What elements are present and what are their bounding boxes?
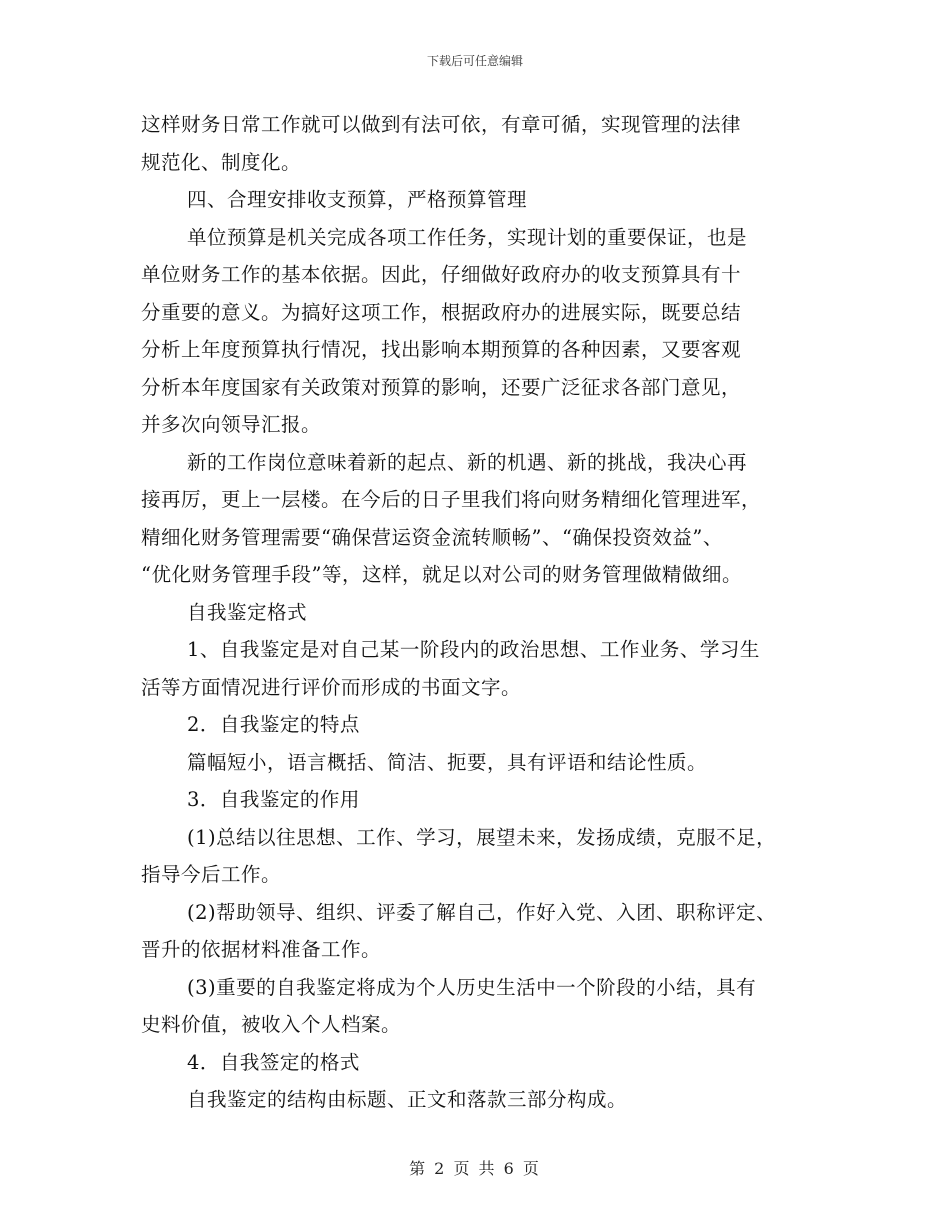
- section-heading: 自我鉴定格式: [187, 600, 308, 624]
- text-line: 分析上年度预算执行情况，找出影响本期预算的各种因素，又要客观: [141, 338, 742, 361]
- text-line: (3)重要的自我鉴定将成为个人历史生活中一个阶段的小结，具有: [187, 975, 757, 999]
- text-line: 精细化财务管理需要“确保营运资金流转顺畅”、“确保投资效益”、: [141, 525, 723, 549]
- text-line: 自我鉴定的结构由标题、正文和落款三部分构成。: [187, 1088, 628, 1111]
- page-number: 第 2 页 共 6 页: [409, 1159, 541, 1178]
- text-line: 分重要的意义。为搞好这项工作，根据政府办的进展实际，既要总结: [141, 300, 742, 324]
- text-line: 活等方面情况进行评价而形成的书面文字。: [141, 675, 522, 699]
- text-line: 晋升的依据材料准备工作。: [141, 938, 382, 961]
- text-line: “优化财务管理手段”等，这样，就足以对公司的财务管理做精做细。: [141, 563, 742, 586]
- text-line: 规范化、制度化。: [141, 150, 302, 174]
- text-line: 这样财务日常工作就可以做到有法可依，有章可循，实现管理的法律: [141, 113, 742, 136]
- text-line: 接再厉，更上一层楼。在今后的日子里我们将向财务精细化管理进军，: [141, 488, 762, 511]
- text-line: 指导今后工作。: [141, 863, 282, 886]
- section-heading: 2．自我鉴定的特点: [187, 713, 360, 736]
- text-line: 1、自我鉴定是对自己某一阶段内的政治思想、工作业务、学习生: [187, 638, 760, 661]
- section-heading: 四、合理安排收支预算，严格预算管理: [187, 188, 528, 211]
- text-line: 分析本年度国家有关政策对预算的影响，还要广泛征求各部门意见，: [141, 375, 742, 399]
- page-header: 下载后可任意编辑: [426, 54, 523, 68]
- section-heading: 3．自我鉴定的作用: [187, 788, 360, 811]
- text-line: 单位财务工作的基本依据。因此，仔细做好政府办的收支预算具有十: [141, 263, 742, 286]
- document-body: [141, 106, 821, 1119]
- text-line: 篇幅短小，语言概括、简洁、扼要，具有评语和结论性质。: [187, 750, 708, 774]
- text-line: (2)帮助领导、组织、评委了解自己，作好入党、入团、职称评定、: [187, 900, 777, 924]
- text-line: 并多次向领导汇报。: [141, 413, 322, 436]
- text-line: 单位预算是机关完成各项工作任务，实现计划的重要保证，也是: [187, 225, 748, 249]
- text-line: 史料价值，被收入个人档案。: [141, 1013, 402, 1036]
- text-line: 新的工作岗位意味着新的起点、新的机遇、新的挑战，我决心再: [187, 450, 748, 474]
- section-heading: 4．自我签定的格式: [187, 1050, 360, 1074]
- text-line: (1)总结以往思想、工作、学习，展望未来，发扬成绩，克服不足，: [187, 825, 777, 849]
